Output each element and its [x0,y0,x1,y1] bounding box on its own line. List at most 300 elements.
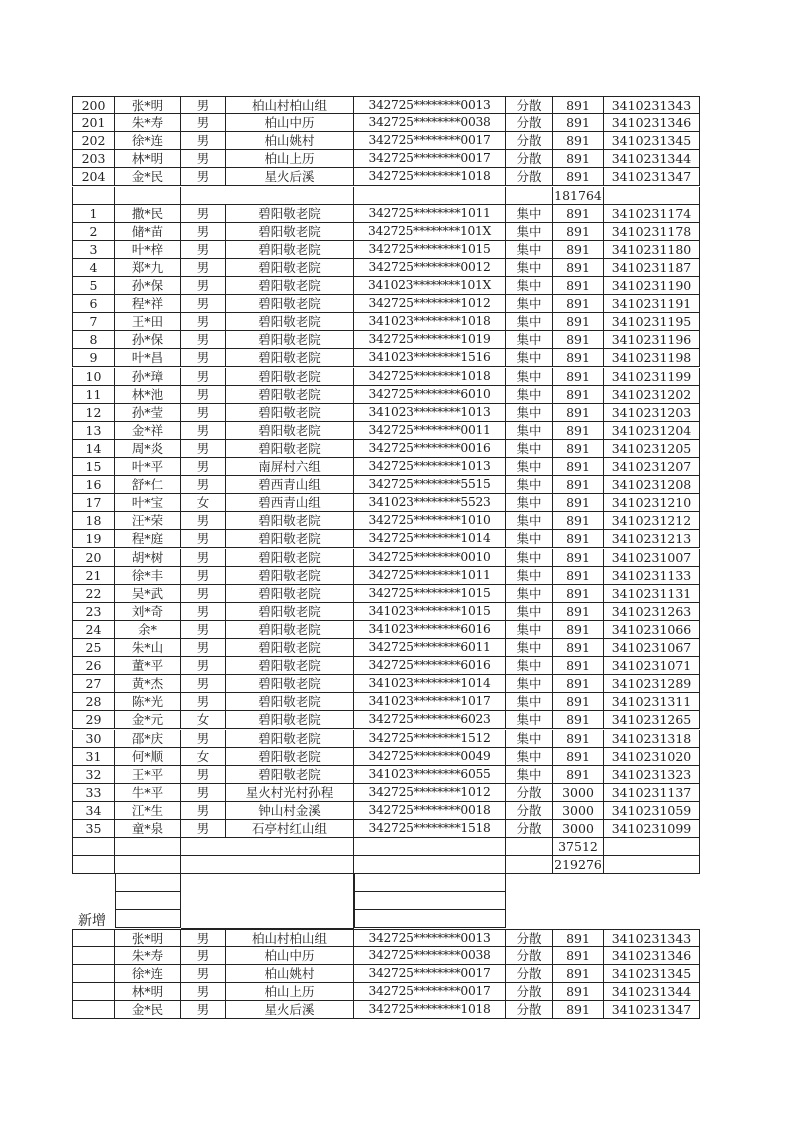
amount-cell[interactable]: 891 [553,241,604,259]
support-type-cell[interactable]: 集中 [506,675,553,693]
name-cell[interactable]: 张*明 [115,96,181,114]
gender-cell[interactable]: 男 [181,567,226,585]
name-cell[interactable]: 孙*莹 [115,404,181,422]
gender-cell[interactable]: 男 [181,404,226,422]
row-number-cell[interactable]: 202 [72,132,115,150]
name-cell[interactable]: 周*炎 [115,440,181,458]
gender-cell[interactable]: 男 [181,458,226,476]
id-number-cell[interactable]: 342725********0049 [354,748,506,766]
row-number-cell[interactable]: 35 [72,820,115,838]
id-number-cell[interactable]: 341023********6055 [354,766,506,784]
account-number-cell[interactable]: 3410231133 [604,567,700,585]
blank-cell[interactable] [506,856,553,874]
amount-cell[interactable]: 891 [553,549,604,567]
support-type-cell[interactable]: 集中 [506,241,553,259]
account-number-cell[interactable]: 3410231203 [604,404,700,422]
support-type-cell[interactable]: 集中 [506,567,553,585]
account-number-cell[interactable]: 3410231180 [604,241,700,259]
row-number-cell[interactable] [72,965,115,983]
name-cell[interactable]: 叶*平 [115,458,181,476]
blank-cell[interactable] [506,187,553,205]
row-number-cell[interactable]: 9 [72,349,115,367]
account-number-cell[interactable]: 3410231131 [604,585,700,603]
gender-cell[interactable]: 男 [181,150,226,168]
name-cell[interactable]: 储*苗 [115,223,181,241]
blank-merged-cell[interactable] [181,856,354,874]
gender-cell[interactable]: 男 [181,639,226,657]
amount-cell[interactable]: 891 [553,223,604,241]
row-number-cell[interactable]: 17 [72,494,115,512]
id-number-cell[interactable]: 342725********0016 [354,440,506,458]
address-cell[interactable]: 碧阳敬老院 [226,639,354,657]
support-type-cell[interactable]: 集中 [506,331,553,349]
gender-cell[interactable]: 男 [181,657,226,675]
row-number-cell[interactable]: 200 [72,96,115,114]
support-type-cell[interactable]: 集中 [506,404,553,422]
support-type-cell[interactable]: 集中 [506,295,553,313]
id-number-cell[interactable]: 342725********0017 [354,150,506,168]
support-type-cell[interactable]: 集中 [506,639,553,657]
id-number-cell[interactable]: 342725********1011 [354,205,506,223]
name-cell[interactable]: 孙*保 [115,277,181,295]
address-cell[interactable]: 碧阳敬老院 [226,205,354,223]
row-number-cell[interactable] [72,983,115,1001]
name-cell[interactable]: 徐*丰 [115,567,181,585]
support-type-cell[interactable]: 分散 [506,132,553,150]
id-number-cell[interactable]: 342725********1011 [354,567,506,585]
amount-cell[interactable]: 891 [553,458,604,476]
row-number-cell[interactable]: 23 [72,603,115,621]
amount-cell[interactable]: 891 [553,386,604,404]
name-cell[interactable]: 王*田 [115,313,181,331]
address-cell[interactable]: 石亭村红山组 [226,820,354,838]
address-cell[interactable]: 柏山姚村 [226,965,354,983]
address-cell[interactable]: 碧阳敬老院 [226,331,354,349]
account-number-cell[interactable]: 3410231007 [604,549,700,567]
gender-cell[interactable]: 女 [181,711,226,729]
name-cell[interactable]: 林*明 [115,983,181,1001]
gender-cell[interactable]: 男 [181,313,226,331]
gender-cell[interactable]: 男 [181,530,226,548]
gender-cell[interactable]: 男 [181,168,226,186]
address-cell[interactable]: 星火村光村孙程 [226,784,354,802]
address-cell[interactable]: 碧阳敬老院 [226,277,354,295]
support-type-cell[interactable]: 分散 [506,929,553,947]
row-number-cell[interactable]: 1 [72,205,115,223]
account-number-cell[interactable]: 3410231323 [604,766,700,784]
name-cell[interactable]: 吴*武 [115,585,181,603]
amount-cell[interactable]: 891 [553,748,604,766]
gender-cell[interactable]: 男 [181,965,226,983]
id-number-cell[interactable]: 341023********101X [354,277,506,295]
row-number-cell[interactable]: 18 [72,512,115,530]
support-type-cell[interactable]: 集中 [506,476,553,494]
address-cell[interactable]: 南屏村六组 [226,458,354,476]
address-cell[interactable]: 碧阳敬老院 [226,349,354,367]
address-cell[interactable]: 碧阳敬老院 [226,368,354,386]
name-cell[interactable]: 何*顺 [115,748,181,766]
gender-cell[interactable]: 男 [181,114,226,132]
id-number-cell[interactable]: 341023********1516 [354,349,506,367]
account-number-cell[interactable]: 3410231187 [604,259,700,277]
id-number-cell[interactable]: 342725********6023 [354,711,506,729]
address-cell[interactable]: 碧阳敬老院 [226,313,354,331]
support-type-cell[interactable]: 集中 [506,259,553,277]
address-cell[interactable]: 碧阳敬老院 [226,549,354,567]
amount-cell[interactable]: 891 [553,96,604,114]
account-number-cell[interactable]: 3410231020 [604,748,700,766]
account-number-cell[interactable]: 3410231289 [604,675,700,693]
address-cell[interactable]: 柏山中历 [226,114,354,132]
support-type-cell[interactable]: 集中 [506,549,553,567]
row-number-cell[interactable] [72,929,115,947]
id-number-cell[interactable]: 341023********1014 [354,675,506,693]
id-number-cell[interactable]: 342725********1014 [354,530,506,548]
gender-cell[interactable]: 女 [181,494,226,512]
gender-cell[interactable]: 男 [181,784,226,802]
support-type-cell[interactable]: 集中 [506,748,553,766]
gender-cell[interactable]: 男 [181,983,226,1001]
subtotal-row-value[interactable]: 181764 [553,187,604,205]
account-number-cell[interactable]: 3410231207 [604,458,700,476]
support-type-cell[interactable]: 集中 [506,657,553,675]
amount-cell[interactable]: 891 [553,1001,604,1019]
name-cell[interactable]: 孙*保 [115,331,181,349]
address-cell[interactable]: 碧阳敬老院 [226,295,354,313]
account-number-cell[interactable]: 3410231318 [604,730,700,748]
gender-cell[interactable]: 男 [181,585,226,603]
support-type-cell[interactable]: 集中 [506,621,553,639]
amount-cell[interactable]: 891 [553,313,604,331]
address-cell[interactable]: 碧阳敬老院 [226,693,354,711]
account-number-cell[interactable]: 3410231099 [604,820,700,838]
support-type-cell[interactable]: 分散 [506,168,553,186]
amount-cell[interactable]: 891 [553,711,604,729]
name-cell[interactable]: 刘*奇 [115,603,181,621]
support-type-cell[interactable]: 集中 [506,693,553,711]
grand-total-row-value[interactable]: 219276 [553,856,604,874]
gender-cell[interactable]: 男 [181,947,226,965]
address-cell[interactable]: 碧阳敬老院 [226,259,354,277]
address-cell[interactable]: 碧阳敬老院 [226,223,354,241]
blank-cell[interactable] [115,910,181,928]
blank-cell[interactable] [604,838,700,856]
gender-cell[interactable]: 男 [181,368,226,386]
id-number-cell[interactable]: 342725********0038 [354,114,506,132]
support-type-cell[interactable]: 分散 [506,1001,553,1019]
name-cell[interactable]: 金*民 [115,1001,181,1019]
amount-cell[interactable]: 891 [553,693,604,711]
id-number-cell[interactable]: 342725********0017 [354,965,506,983]
row-number-cell[interactable]: 13 [72,422,115,440]
row-number-cell[interactable]: 10 [72,368,115,386]
id-number-cell[interactable]: 342725********0017 [354,983,506,1001]
account-number-cell[interactable]: 3410231204 [604,422,700,440]
id-number-cell[interactable]: 341023********1013 [354,404,506,422]
name-cell[interactable]: 舒*仁 [115,476,181,494]
name-cell[interactable]: 程*庭 [115,530,181,548]
amount-cell[interactable]: 891 [553,422,604,440]
id-number-cell[interactable]: 342725********1018 [354,168,506,186]
row-number-cell[interactable]: 7 [72,313,115,331]
amount-cell[interactable]: 891 [553,168,604,186]
gender-cell[interactable]: 男 [181,802,226,820]
name-cell[interactable]: 撒*民 [115,205,181,223]
support-type-cell[interactable]: 分散 [506,150,553,168]
account-number-cell[interactable]: 3410231345 [604,965,700,983]
address-cell[interactable]: 碧阳敬老院 [226,748,354,766]
account-number-cell[interactable]: 3410231343 [604,96,700,114]
support-type-cell[interactable]: 集中 [506,205,553,223]
id-number-cell[interactable]: 342725********0011 [354,422,506,440]
subtotal-row-value[interactable]: 37512 [553,838,604,856]
row-number-cell[interactable]: 24 [72,621,115,639]
row-number-cell[interactable]: 22 [72,585,115,603]
account-number-cell[interactable]: 3410231346 [604,947,700,965]
name-cell[interactable]: 朱*山 [115,639,181,657]
id-number-cell[interactable]: 341023********1018 [354,313,506,331]
address-cell[interactable]: 柏山村柏山组 [226,929,354,947]
address-cell[interactable]: 碧阳敬老院 [226,657,354,675]
gender-cell[interactable]: 女 [181,748,226,766]
row-number-cell[interactable]: 19 [72,530,115,548]
row-number-cell[interactable]: 8 [72,331,115,349]
id-number-cell[interactable]: 342725********1518 [354,820,506,838]
amount-cell[interactable]: 891 [553,675,604,693]
amount-cell[interactable]: 891 [553,476,604,494]
row-number-cell[interactable]: 32 [72,766,115,784]
blank-merged-cell[interactable] [181,187,354,205]
row-number-cell[interactable]: 31 [72,748,115,766]
gender-cell[interactable]: 男 [181,549,226,567]
gender-cell[interactable]: 男 [181,259,226,277]
id-number-cell[interactable]: 342725********1019 [354,331,506,349]
account-number-cell[interactable]: 3410231199 [604,368,700,386]
row-number-cell[interactable]: 29 [72,711,115,729]
gender-cell[interactable]: 男 [181,96,226,114]
amount-cell[interactable]: 3000 [553,820,604,838]
amount-cell[interactable]: 891 [553,730,604,748]
address-cell[interactable]: 碧阳敬老院 [226,675,354,693]
account-number-cell[interactable]: 3410231210 [604,494,700,512]
row-number-cell[interactable]: 14 [72,440,115,458]
row-number-cell[interactable]: 204 [72,168,115,186]
row-number-cell[interactable]: 27 [72,675,115,693]
amount-cell[interactable]: 891 [553,657,604,675]
id-number-cell[interactable]: 342725********0013 [354,929,506,947]
row-number-cell[interactable]: 6 [72,295,115,313]
support-type-cell[interactable]: 分散 [506,965,553,983]
support-type-cell[interactable]: 分散 [506,784,553,802]
support-type-cell[interactable]: 集中 [506,440,553,458]
blank-cell[interactable] [354,874,506,892]
account-number-cell[interactable]: 3410231196 [604,331,700,349]
blank-cell[interactable] [604,856,700,874]
address-cell[interactable]: 碧西青山组 [226,476,354,494]
account-number-cell[interactable]: 3410231263 [604,603,700,621]
support-type-cell[interactable]: 集中 [506,585,553,603]
blank-cell[interactable] [115,187,181,205]
name-cell[interactable]: 叶*宝 [115,494,181,512]
row-number-cell[interactable]: 25 [72,639,115,657]
name-cell[interactable]: 童*泉 [115,820,181,838]
name-cell[interactable]: 金*祥 [115,422,181,440]
name-cell[interactable]: 程*祥 [115,295,181,313]
address-cell[interactable]: 柏山中历 [226,947,354,965]
id-number-cell[interactable]: 342725********6011 [354,639,506,657]
amount-cell[interactable]: 891 [553,259,604,277]
amount-cell[interactable]: 891 [553,494,604,512]
name-cell[interactable]: 黄*杰 [115,675,181,693]
id-number-cell[interactable]: 341023********6016 [354,621,506,639]
name-cell[interactable]: 朱*寿 [115,114,181,132]
address-cell[interactable]: 碧阳敬老院 [226,585,354,603]
account-number-cell[interactable]: 3410231071 [604,657,700,675]
id-number-cell[interactable]: 342725********6010 [354,386,506,404]
address-cell[interactable]: 碧阳敬老院 [226,730,354,748]
blank-merged-cell[interactable] [181,874,354,928]
blank-cell[interactable] [72,856,115,874]
name-cell[interactable]: 张*明 [115,929,181,947]
amount-cell[interactable]: 891 [553,132,604,150]
account-number-cell[interactable]: 3410231178 [604,223,700,241]
id-number-cell[interactable]: 342725********101X [354,223,506,241]
support-type-cell[interactable]: 集中 [506,603,553,621]
id-number-cell[interactable]: 342725********0018 [354,802,506,820]
support-type-cell[interactable]: 分散 [506,114,553,132]
row-number-cell[interactable]: 3 [72,241,115,259]
gender-cell[interactable]: 男 [181,132,226,150]
address-cell[interactable]: 柏山村柏山组 [226,96,354,114]
row-number-cell[interactable]: 203 [72,150,115,168]
row-number-cell[interactable]: 16 [72,476,115,494]
amount-cell[interactable]: 891 [553,114,604,132]
blank-cell[interactable] [604,187,700,205]
amount-cell[interactable]: 891 [553,368,604,386]
support-type-cell[interactable]: 分散 [506,820,553,838]
name-cell[interactable]: 余* [115,621,181,639]
gender-cell[interactable]: 男 [181,295,226,313]
gender-cell[interactable]: 男 [181,675,226,693]
account-number-cell[interactable]: 3410231213 [604,530,700,548]
gender-cell[interactable]: 男 [181,223,226,241]
row-number-cell[interactable]: 5 [72,277,115,295]
address-cell[interactable]: 碧阳敬老院 [226,386,354,404]
row-number-cell[interactable] [72,1001,115,1019]
account-number-cell[interactable]: 3410231265 [604,711,700,729]
address-cell[interactable]: 碧阳敬老院 [226,422,354,440]
blank-merged-cell[interactable] [181,838,354,856]
name-cell[interactable]: 金*元 [115,711,181,729]
id-number-cell[interactable]: 342725********1015 [354,241,506,259]
id-number-cell[interactable]: 341023********5523 [354,494,506,512]
gender-cell[interactable]: 男 [181,1001,226,1019]
account-number-cell[interactable]: 3410231066 [604,621,700,639]
name-cell[interactable]: 叶*梓 [115,241,181,259]
amount-cell[interactable]: 891 [553,965,604,983]
support-type-cell[interactable]: 集中 [506,711,553,729]
name-cell[interactable]: 徐*连 [115,965,181,983]
account-number-cell[interactable]: 3410231343 [604,929,700,947]
address-cell[interactable]: 星火后溪 [226,168,354,186]
gender-cell[interactable]: 男 [181,205,226,223]
id-number-cell[interactable]: 342725********1010 [354,512,506,530]
blank-cell[interactable] [115,838,181,856]
amount-cell[interactable]: 891 [553,585,604,603]
blank-cell[interactable] [115,856,181,874]
gender-cell[interactable]: 男 [181,241,226,259]
gender-cell[interactable]: 男 [181,349,226,367]
amount-cell[interactable]: 3000 [553,802,604,820]
support-type-cell[interactable]: 集中 [506,422,553,440]
amount-cell[interactable]: 891 [553,929,604,947]
blank-cell[interactable] [354,856,506,874]
blank-cell[interactable] [354,910,506,928]
name-cell[interactable]: 陈*光 [115,693,181,711]
address-cell[interactable]: 碧阳敬老院 [226,621,354,639]
account-number-cell[interactable]: 3410231174 [604,205,700,223]
name-cell[interactable]: 孙*璋 [115,368,181,386]
row-number-cell[interactable]: 20 [72,549,115,567]
account-number-cell[interactable]: 3410231346 [604,114,700,132]
blank-cell[interactable] [506,838,553,856]
blank-cell[interactable] [354,838,506,856]
gender-cell[interactable]: 男 [181,422,226,440]
amount-cell[interactable]: 891 [553,295,604,313]
amount-cell[interactable]: 891 [553,983,604,1001]
address-cell[interactable]: 碧阳敬老院 [226,603,354,621]
id-number-cell[interactable]: 342725********1015 [354,585,506,603]
row-number-cell[interactable]: 11 [72,386,115,404]
address-cell[interactable]: 碧阳敬老院 [226,404,354,422]
blank-cell[interactable] [354,892,506,910]
id-number-cell[interactable]: 342725********1512 [354,730,506,748]
gender-cell[interactable]: 男 [181,730,226,748]
address-cell[interactable]: 碧阳敬老院 [226,512,354,530]
id-number-cell[interactable]: 341023********1017 [354,693,506,711]
account-number-cell[interactable]: 3410231191 [604,295,700,313]
support-type-cell[interactable]: 集中 [506,530,553,548]
support-type-cell[interactable]: 分散 [506,983,553,1001]
id-number-cell[interactable]: 342725********0010 [354,549,506,567]
amount-cell[interactable]: 891 [553,766,604,784]
account-number-cell[interactable]: 3410231137 [604,784,700,802]
id-number-cell[interactable]: 342725********1018 [354,368,506,386]
name-cell[interactable]: 林*池 [115,386,181,404]
blank-cell[interactable] [72,838,115,856]
amount-cell[interactable]: 891 [553,947,604,965]
row-number-cell[interactable]: 26 [72,657,115,675]
id-number-cell[interactable]: 342725********1012 [354,295,506,313]
support-type-cell[interactable]: 集中 [506,766,553,784]
account-number-cell[interactable]: 3410231205 [604,440,700,458]
row-number-cell[interactable]: 30 [72,730,115,748]
amount-cell[interactable]: 891 [553,205,604,223]
gender-cell[interactable]: 男 [181,476,226,494]
id-number-cell[interactable]: 342725********1018 [354,1001,506,1019]
support-type-cell[interactable]: 分散 [506,96,553,114]
row-number-cell[interactable]: 2 [72,223,115,241]
address-cell[interactable]: 碧阳敬老院 [226,440,354,458]
gender-cell[interactable]: 男 [181,277,226,295]
name-cell[interactable]: 郑*九 [115,259,181,277]
name-cell[interactable]: 金*民 [115,168,181,186]
account-number-cell[interactable]: 3410231212 [604,512,700,530]
support-type-cell[interactable]: 集中 [506,223,553,241]
amount-cell[interactable]: 891 [553,349,604,367]
name-cell[interactable]: 邵*庆 [115,730,181,748]
name-cell[interactable]: 董*平 [115,657,181,675]
